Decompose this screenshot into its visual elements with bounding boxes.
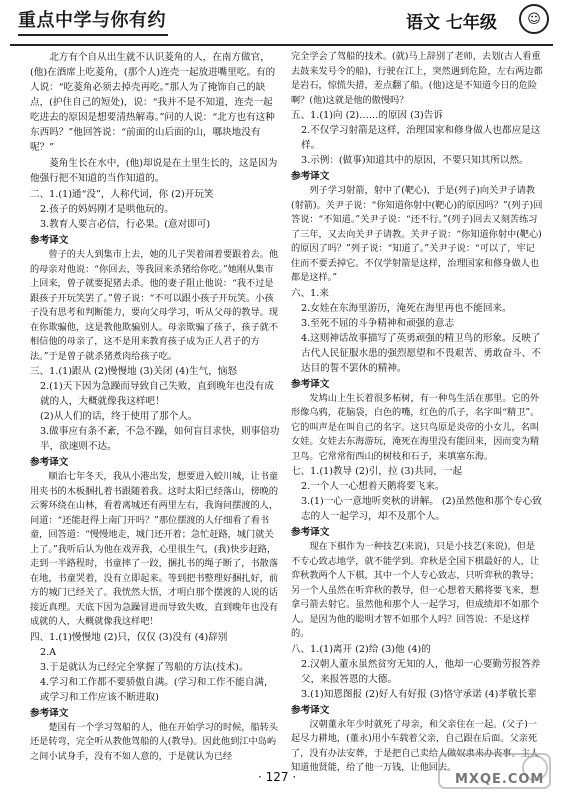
section-heading: 参考译文 xyxy=(30,235,69,246)
translation-paragraph: 曾子的夫人到集市上去，她的儿子哭着闹着要跟着去。他的母亲对他说：“你回去，等我回来杀猪给你吃。”她刚从集市上回来，曾子就要捉猪去杀。他的妻子阻止他说：“我不过是跟孩子开玩笑罢了。”曾子说：“不可以跟小孩子开玩笑。小孩子没有思考和判断能力，要向父母学习，听从父母的教导。现在你欺骗他，这是教他欺骗别人。母亲欺骗了孩子，孩子就不相信他的母亲了，这不是用来教育孩子成为正人君子的方法。”于是曾子就杀猪煮肉给孩子吃。 xyxy=(30,249,279,362)
header-rule xyxy=(10,44,553,46)
answer-line: 4.这则神话故事描写了英勇顽强的精卫鸟的形象。反映了古代人民征服水患的强烈愿望和不畏艰苦、勇敢奋斗、不达目的誓不罢休的精神。 xyxy=(301,332,541,374)
answer-line: 三、1.(1)跟从 (2)慢慢地 (3)关闭 (4)生气，恼怒 xyxy=(30,366,237,377)
answer-line: 2.(1)天下因为急躁而导致自己失败，直到晚年也没有成就的人，大概就像我这样吧！ xyxy=(40,381,274,407)
answer-line: 二、1.(1)通“没”，人称代词，你 (2)开玩笑 xyxy=(30,189,214,200)
translation-paragraph: 列子学习射箭，射中了(靶心)，于是(列子)向关尹子请教(射箭)。关尹子说：“你知道你射中(靶心)的原因吗？”(列子)回答说：“不知道。”关尹子说：“还不行。”(列子)回去又刻苦练习了三年，又去向关尹子请教。关尹子说：“你知道你射中(靶心)的原因了吗？”列子说：“知道了。”关尹子说：“可以了，牢记住而不要丢掉它。不仅学射箭是这样，治理国家和修身做人也都是这样。” xyxy=(291,185,543,283)
brand-title: 重点中学与你有约 xyxy=(18,10,166,31)
page-header xyxy=(0,0,563,46)
translation-paragraph: 发鸠山上生长着很多柘树，有一种鸟生活在那里。它的外形像乌鸦，花脑袋，白色的嘴，红色的爪子，名字叫“精卫”。它的叫声是在叫自己的名字。这只鸟原是炎帝的小女儿，名叫女娃。女娃去东海游玩，淹死在海里没有能回来，因而变为精卫鸟。它常常衔西山的树枝和石子，来填塞东海。 xyxy=(291,392,540,462)
answer-line: 2.孩子的妈妈刚才是哄他玩的。 xyxy=(40,204,174,215)
answer-line: 五、1.(1)向 (2)……的原因 (3)告诉 xyxy=(291,110,443,121)
section-heading: 参考译文 xyxy=(30,707,69,719)
subject-grade: 语文 七年级 xyxy=(406,13,497,33)
answer-line: 2.A xyxy=(40,646,57,658)
answer-line: 2.女娃在东海里游历，淹死在海里再也不能回来。 xyxy=(301,302,512,314)
translation-paragraph: 楚国有一个学习驾船的人，他在开始学习的时候，船转头还是转弯，完全听从教他驾船的人(教导)。因此他到江中岛屿之间小试身手，没有不如人意的，于是就认为已经 xyxy=(30,721,279,762)
translation-paragraph: 顺治七年冬天，我从小港出发，想要进入蛟川城，让书童用夹书的木板捆扎着书跟随着我。这时太阳已经落山，傍晚的云雾环绕在山林，看着离城还有两里左右，我询问摆渡的人，问道：“还能赶得上南门开吗？”那位摆渡的人仔细看了看书童，回答道：“慢慢地走，城门还开着；急忙赶路，城门就关上了。”我听后认为他在戏弄我，心里很生气，(我)快步赶路，走到一半路程时，书童摔了一跤，捆扎书的绳子断了，书散落在地，书童哭着，没有立即起来。等到把书整理好捆扎好，前方的城门已经关了。我恍然大悟，才明白那个摆渡的人说的话接近真理。天底下因为急躁冒进而导致失败，直到晚年也没有成就的人，大概就像我这样吧！ xyxy=(30,471,279,627)
watermark-text: MXQE.COM xyxy=(455,772,545,787)
section-heading: 参考译文 xyxy=(291,378,330,390)
section-heading: 参考译文 xyxy=(30,457,69,468)
left-column xyxy=(30,50,282,762)
right-column xyxy=(291,50,543,773)
mascot-icon: ☺ xyxy=(519,4,549,34)
brand-underline xyxy=(18,34,168,36)
section-heading: 参考译文 xyxy=(291,171,330,182)
translation-paragraph: 北方有个自从出生就不认识菱角的人，在南方做官，(他)在酒席上吃菱角，(那个人)连壳一起放进嘴里吃。有的人说：“吃菱角必须去掉壳再吃。”那人为了掩饰自己的缺点，(护住自己的短处)，说：“我并不是不知道，连壳一起吃进去的原因是想要清热解毒。”问的人说：“北方也有这种东西吗？”他回答说：“前面的山后面的山，哪块地没有呢？” xyxy=(30,52,276,153)
answer-line: 2.不仅学习射箭是这样，治理国家和修身做人也都应是这样。 xyxy=(301,125,541,151)
answer-line: 八、1.(1)离开 (2)给 (3)他 (4)的 xyxy=(291,643,431,655)
answer-line: 3.(1)一心一意地听奕秋的讲解。 (2)虽然他和那个专心致志的人一起学习，却不及那个人。 xyxy=(301,496,542,522)
answer-line: 3.(1)知恩图报 (2)好人有好报 (3)恪守承诺 (4)孝敬长辈 xyxy=(301,688,537,700)
section-heading: 参考译文 xyxy=(291,704,330,716)
translation-paragraph: 菱角生长在水中，(他)却说是在土里生长的，这是因为他强行把不知道的当作知道的。 xyxy=(30,158,278,184)
answer-line: 3.示例：(做事)知道其中的原因，不要只知其所以然。 xyxy=(301,155,529,166)
page-number: · 127 · xyxy=(258,770,297,784)
answer-line: 2.汉朝人董永虽然贫穷无知的人，他却一心要勤劳报答养父，来报答恩的大德。 xyxy=(301,658,541,685)
translation-paragraph: 完全学会了驾船的技术。(就)马上辞别了老师，去划(古人看重去鼓来发号令的船)，行驶在江上，突然遇到危险，左右两边都是岩石，惊慌失措，差点翻了船。(他)这是不知道今日的危险啊？(他)这就是他的傲慢吗？ xyxy=(291,51,543,106)
answer-line: 3.教育人要言必信，行必果。(意对即可) xyxy=(40,219,211,230)
answer-line: 六、1.来 xyxy=(291,287,329,299)
answer-line: 3.于是就认为已经完全掌握了驾船的方法(技术)。 xyxy=(40,661,249,673)
section-heading: 参考译文 xyxy=(291,527,330,538)
answer-line: 七、1.(1)教导 (2)引，拉 (3)共同，一起 xyxy=(291,466,463,477)
translation-paragraph: 现在下棋作为一种技艺(来说)，只是小技艺(来说)，但是不专心致志地学，就不能学到。弈秋是全国下棋最好的人，让弈秋教两个人下棋，其中一个人专心致志，只听弈秋的教导；另一个人虽然在听弈秋的教导，但一心想着天鹅将要飞来，想拿弓箭去射它。虽然他和那个人一起学习，但成绩却不如那个人。是因为他的聪明才智不如那个人吗？回答说：不是这样的。 xyxy=(291,541,540,639)
answer-line: 4.学习和工作都不要骄傲自满。(学习和工作不能自满，或学习和工作应该不断进取) xyxy=(40,676,274,703)
answer-line: 3.做事应有条不紊，不急不躁，如何盲目求快，则事倍功半，欲速则不达。 xyxy=(40,426,280,452)
answer-line: 四、1.(1)慢慢地 (2)只，仅仅 (3)没有 (4)辞别 xyxy=(30,631,228,643)
answer-line: 2.一个人一心想着天鹅将要飞来。 xyxy=(301,481,445,492)
answer-line: (2)从人们的话，终于使用了那个人。 xyxy=(40,411,198,422)
translation-paragraph: 汉朝董永年少时就死了母亲，和父亲住在一起。(父子)一起尽力耕地，(董永)用小车载着父亲，自己跟在后面。父亲死了，没有办法安葬，于是把自己卖给人做奴隶来办丧事。主人知道他贤能，给了他一万钱，让他回去。 xyxy=(291,718,540,773)
answer-line: 3.至死不屈的斗争精神和顽强的意志 xyxy=(301,317,455,329)
